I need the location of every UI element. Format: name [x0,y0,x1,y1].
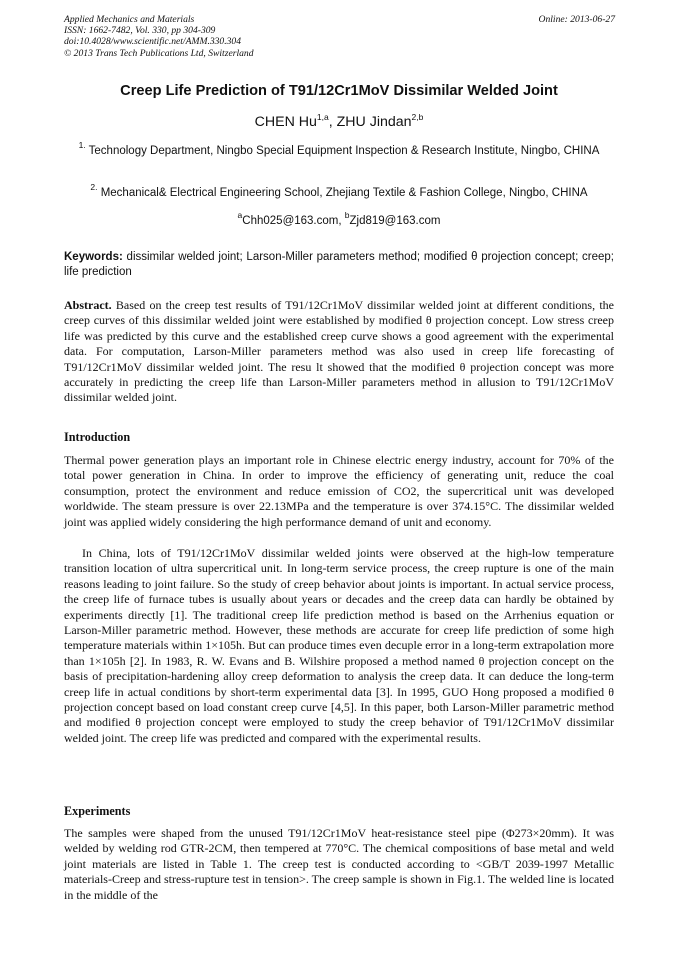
author-emails [62,210,616,229]
email-marker: a [237,210,243,220]
author-superscript: 1,a [316,112,329,122]
abstract-label: Abstract. [64,298,112,312]
author-superscript: 2,b [411,112,424,122]
issn-line: ISSN: 1662-7482, Vol. 330, pp 304-309 [64,25,216,37]
author-name: CHEN Hu [254,114,317,130]
journal-name: Applied Mechanics and Materials [64,14,195,25]
copyright-line: © 2013 Trans Tech Publications Ltd, Switzerland [64,47,254,59]
author-separator: , [328,114,337,130]
online-date: Online: 2013-06-27 [538,14,615,25]
keywords [64,250,614,280]
author-name: ZHU Jindan [336,114,412,130]
email-b: Zjd819@163.com [349,215,441,227]
paper-title: Creep Life Prediction of T91/12Cr1MoV Dissimilar Welded Joint [120,83,558,99]
section-heading-introduction: Introduction [64,430,131,444]
intro-paragraph-2: In China, lots of T91/12Cr1MoV dissimilar welded joints were observed at the high-low temperature transition location of ultra supercritical unit. In long-term service process, the creep rupture is one of the main reasons leading to joint failure. So the study of creep behavior about joints is important. In actual service process, the creep life of furnace tubes is usually about years or decades and the creep data can hardly be obtained by experiments directly [1]. The traditional creep life prediction method is based on the Arrhenius equation or Larson-Miller parametric method. However, these methods are accurate for creep life prediction of some high temperature materials within 1×105h. But can produce times even decuple error in a long-term extrapolation more than 1×105h [2]. In 1983, R. W. Evans and B. Wilshire proposed a method named θ projection concept on the basis of precipitation-hardening alloy creep deformation to analysis the creep data. It can deduce the long-term creep life in actual conditions by short-term experimental data [3]. In 1995, GUO Hong proposed a modified θ projection concept based on load constant creep curve [4,5]. In this paper, both Larson-Miller parametric method and modified θ projection concept were employed to study the creep behavior of T91/12Cr1MoV dissimilar welded joint. The creep life was predicted and compared with the experimental results. [64,546,614,745]
journal-metadata [64,14,254,59]
affiliation-2 [62,182,616,201]
doi-line: doi:10.4028/www.scientific.net/AMM.330.304 [64,36,242,48]
affiliation-1 [62,140,616,159]
email-a: Chh025@163.com, [242,215,345,227]
email-marker: b [344,210,350,220]
intro-paragraph-1: Thermal power generation plays an important role in Chinese electric energy industry, account for 70% of the total power generation in China. In order to improve the efficiency of generating unit, reduce the coal consumption, protect the environment and reduce emission of CO2, the supercritical unit was developed worldwide. The steam pressure is over 22.13MPa and the temperature is over 374.15°C. The dissimilar welded joint was applied widely considering the high performance demand of unit and economy. [64,453,614,529]
affiliation-text: Technology Department, Ningbo Special Equipment Inspection & Research Institute, Ningbo, CHINA [85,145,600,157]
section-heading-experiments: Experiments [64,804,131,818]
affiliation-marker: 2. [90,182,98,192]
keywords-text: dissimilar welded joint; Larson-Miller parameters method; modified θ projection concept; creep; life prediction [64,251,614,278]
affiliation-marker: 1. [78,140,86,150]
author-list [40,114,638,130]
abstract-text: Based on the creep test results of T91/12Cr1MoV dissimilar welded joint at different conditions, the creep curves of this dissimilar welded joint were established by modified θ projection concept. Low stress creep life was predicted by this curve and the established creep curve shows a good agreement with the experimental data. For computation, Larson-Miller parameters method was also used in creep life forecasting of T91/12Cr1MoV dissimilar welded joint. The resu lt showed that the modified θ projection concept was more accurately in predicting the creep life than Larson-Miller parameters method in allusion to T91/12Cr1MoV dissimilar welded joint. [64,298,614,405]
affiliation-text: Mechanical& Electrical Engineering School, Zhejiang Textile & Fashion College, Ningbo, CHINA [97,187,588,199]
experiments-paragraph-1: The samples were shaped from the unused T91/12Cr1MoV heat-resistance steel pipe (Φ273×20mm). It was welded by welding rod GTR-2CM, then tempered at 770°C. The chemical compositions of base metal and weld joint materials are listed in Table 1. The creep test is conducted according to <GB/T 2039-1997 Metallic materials-Creep and stress-rupture test in tension>. The creep sample is shown in Fig.1. The welded line is located in the middle of the [64,826,614,902]
keywords-label: Keywords: [64,251,123,263]
abstract [64,298,614,406]
